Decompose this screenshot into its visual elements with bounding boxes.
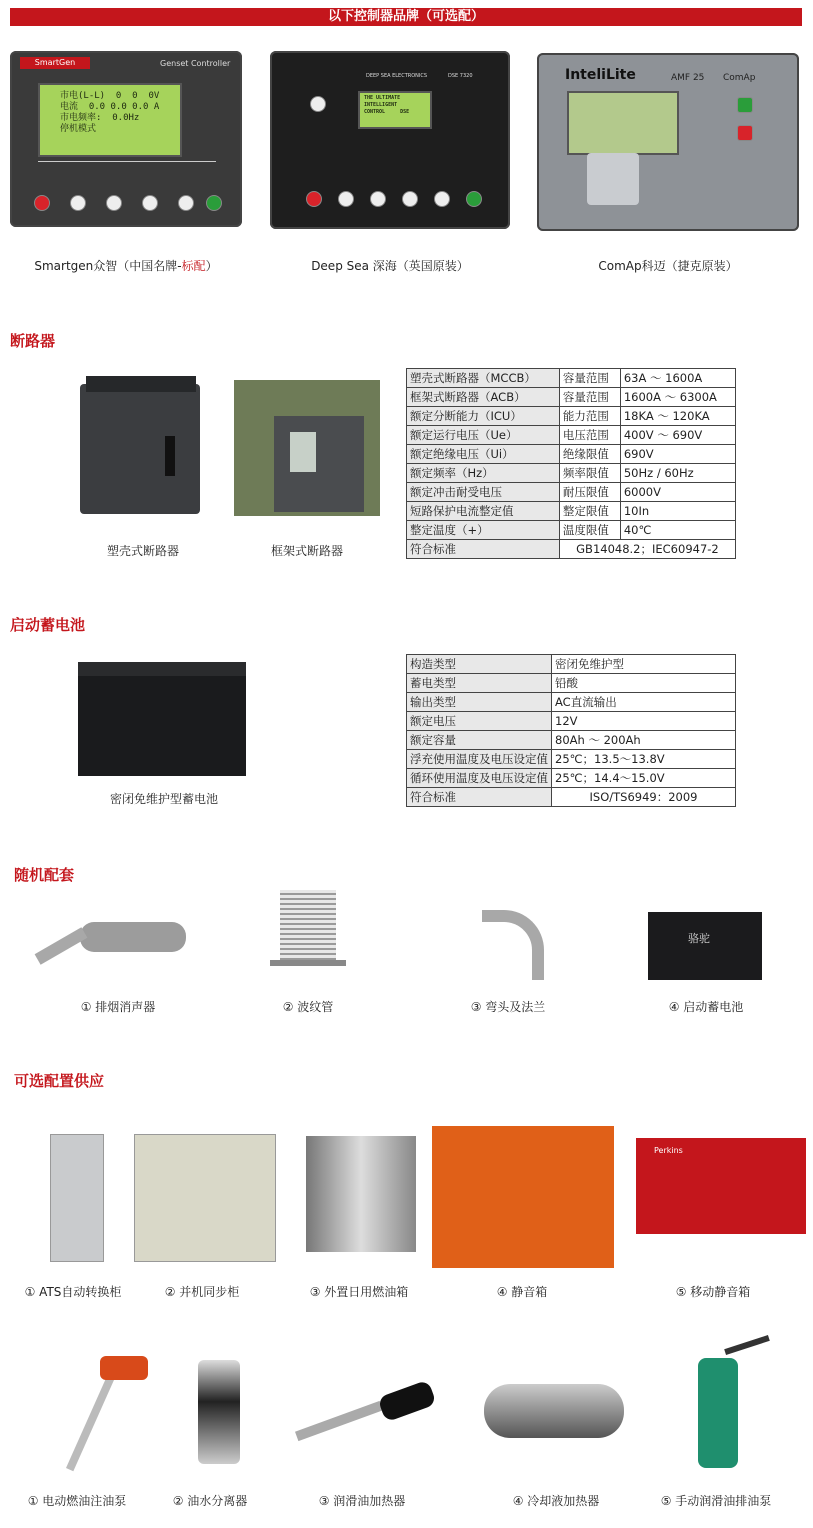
smartgen-panel-strip: [38, 161, 216, 182]
spec-value: 80Ah ～ 200Ah: [552, 731, 736, 750]
breakers-spec-table: [406, 368, 736, 559]
comap-model: AMF 25: [671, 73, 705, 83]
optional-row2-caption-3: ③ 润滑油加热器: [318, 1494, 406, 1508]
dse-controller-image: [270, 51, 510, 229]
optional-row2-caption-2: ② 油水分离器: [172, 1494, 248, 1508]
spec-name: 塑壳式断路器（MCCB）: [407, 369, 560, 388]
test-button[interactable]: [142, 195, 158, 211]
water-separator-image: [196, 1356, 242, 1470]
acb-display: [290, 432, 316, 472]
acb-caption: 框架式断路器: [270, 544, 343, 558]
spec-name: 额定电压: [407, 712, 552, 731]
start-battery-body: [648, 912, 762, 980]
elbow-image: [474, 904, 542, 978]
auto-button[interactable]: [106, 195, 122, 211]
muffler-body: [80, 922, 186, 952]
spec-value: 密闭免维护型: [552, 655, 736, 674]
drain-pump-image: [684, 1338, 774, 1472]
mobile-canopy-image: [636, 1134, 808, 1254]
bellows-flange: [270, 960, 346, 966]
spec-value: 690V: [620, 445, 735, 464]
spec-type: 绝缘限值: [559, 445, 620, 464]
spec-name: 蓄电类型: [407, 674, 552, 693]
spec-name: 浮充使用温度及电压设定值: [407, 750, 552, 769]
mccb-caption: 塑壳式断路器: [106, 544, 179, 558]
smartgen-lcd: [38, 83, 182, 157]
smartgen-caption-end: ）: [205, 259, 218, 273]
coolant-heater-image: [466, 1358, 640, 1470]
mccb-body: [80, 384, 200, 514]
page-banner: 以下控制器品牌（可选配）: [10, 8, 802, 26]
coolant-heater-body: [484, 1384, 624, 1438]
battery-spec-row: [407, 731, 736, 750]
breakers-title: 断路器: [10, 332, 56, 350]
optional-caption-5: ⑤ 移动静音箱: [675, 1285, 751, 1299]
mccb-image: [80, 376, 206, 522]
spec-name: 额定冲击耐受电压: [407, 483, 560, 502]
spec-name: 额定运行电压（Ue）: [407, 426, 560, 445]
separator-body: [198, 1360, 240, 1464]
start-battery-label: 骆驼: [688, 932, 710, 945]
breaker-spec-row: [407, 464, 736, 483]
spec-type: 耐压限值: [559, 483, 620, 502]
comap-caption: ComAp科迈（捷克原装）: [598, 259, 738, 273]
comap-stop-button[interactable]: [737, 125, 753, 141]
spec-name: 短路保护电流整定值: [407, 502, 560, 521]
battery-spec-row: [407, 693, 736, 712]
bellows-body: [280, 890, 336, 960]
smartgen-brand: SmartGen: [20, 57, 90, 69]
spec-name: 整定温度（+）: [407, 521, 560, 540]
dse-lcd-text: THE ULTIMATE INTELLIGENT CONTROL DSE: [364, 95, 410, 115]
spec-name: 框架式断路器（ACB）: [407, 388, 560, 407]
spec-name: 额定分断能力（ICU）: [407, 407, 560, 426]
battery-image: [78, 656, 248, 780]
spec-name: 额定绝缘电压（Ui）: [407, 445, 560, 464]
dse-caption: Deep Sea 深海（英国原装）: [311, 259, 469, 273]
spec-value: 12V: [552, 712, 736, 731]
fuel-pump-image: [30, 1350, 154, 1470]
battery-title: 启动蓄电池: [10, 616, 86, 634]
spec-type: 电压范围: [559, 426, 620, 445]
spec-value: 10In: [620, 502, 735, 521]
battery-standard-row: [407, 788, 736, 807]
spec-type: 频率限值: [559, 464, 620, 483]
comap-brand: InteliLite: [565, 67, 636, 83]
fuel-pump-motor: [100, 1356, 148, 1380]
spec-name: 输出类型: [407, 693, 552, 712]
smartgen-lcd-text: 市电(L-L) 0 0 0V 电流 0.0 0.0 0.0 A 市电频率: 0.0Hz 停机模式: [60, 91, 160, 134]
optional-row2-caption-4: ④ 冷却液加热器: [512, 1494, 600, 1508]
spec-type: 容量范围: [559, 369, 620, 388]
breaker-spec-row: [407, 521, 736, 540]
sync-cabinet-image: [134, 1134, 276, 1262]
oil-heater-image: [290, 1382, 442, 1454]
spec-value: 6000V: [620, 483, 735, 502]
dse-lcd: [358, 91, 432, 129]
smartgen-model: Genset Controller: [160, 59, 231, 68]
spec-value: 63A ～ 1600A: [620, 369, 735, 388]
muffler-inlet: [35, 927, 88, 964]
breaker-standard-row: [407, 540, 736, 559]
spec-value: 50Hz / 60Hz: [620, 464, 735, 483]
comap-controller-image: [537, 53, 799, 231]
spec-name: 额定容量: [407, 731, 552, 750]
bellows-image: [268, 882, 348, 980]
battery-caption: 密闭免维护型蓄电池: [109, 792, 218, 806]
spec-type: 能力范围: [559, 407, 620, 426]
dse-manual-button[interactable]: [338, 191, 354, 207]
optional-caption-3: ③ 外置日用燃油箱: [309, 1285, 409, 1299]
spec-value: AC直流输出: [552, 693, 736, 712]
dse-gen-button[interactable]: [434, 191, 450, 207]
battery-spec-row: [407, 750, 736, 769]
smartgen-caption: [10, 257, 242, 274]
fuel-tank-image: [306, 1136, 416, 1252]
oil-heater-rod: [295, 1401, 383, 1441]
optional-title: 可选配置供应: [14, 1072, 105, 1090]
battery-spec-row: [407, 712, 736, 731]
breaker-spec-row: [407, 502, 736, 521]
smartgen-caption-main: Smartgen众智（中国名牌-: [34, 259, 182, 273]
battery-standard-value: ISO/TS6949：2009: [552, 788, 736, 807]
breaker-spec-row: [407, 407, 736, 426]
mccb-handle: [165, 436, 175, 476]
breaker-spec-row: [407, 388, 736, 407]
comap-lcd: [567, 91, 679, 155]
accessory-caption-3: ③ 弯头及法兰: [470, 1000, 546, 1014]
optional-row2-caption-1: ① 电动燃油注油泵: [27, 1494, 127, 1508]
dse-model: DSE 7320: [448, 73, 473, 79]
battery-spec-row: [407, 769, 736, 788]
battery-lid: [78, 662, 246, 676]
fuel-pump-tube: [66, 1377, 114, 1472]
drain-pump-handle: [724, 1335, 770, 1355]
accessories-title: 随机配套: [14, 866, 75, 884]
dse-nav-button[interactable]: [310, 96, 326, 112]
spec-type: 温度限值: [559, 521, 620, 540]
dse-brand: DEEP SEA ELECTRONICS: [366, 73, 428, 79]
stop-button[interactable]: [34, 195, 50, 211]
spec-name: 循环使用温度及电压设定值: [407, 769, 552, 788]
accessory-caption-4: ④ 启动蓄电池: [668, 1000, 744, 1014]
comap-start-button[interactable]: [737, 97, 753, 113]
drain-pump-body: [698, 1358, 738, 1468]
start-battery-image: [648, 904, 762, 980]
smartgen-controller-image: [10, 51, 242, 227]
optional-caption-1: ① ATS自动转换柜: [24, 1285, 122, 1299]
accessory-caption-2: ② 波纹管: [282, 1000, 334, 1014]
optional-caption-4: ④ 静音箱: [496, 1285, 548, 1299]
mccb-terminals: [86, 376, 196, 392]
oil-heater-head: [377, 1380, 437, 1423]
battery-body: [78, 672, 246, 776]
manual-button[interactable]: [70, 195, 86, 211]
comap-keypad: [587, 153, 639, 205]
breaker-standard-label: 符合标准: [407, 540, 560, 559]
battery-spec-row: [407, 655, 736, 674]
start-button[interactable]: [206, 195, 222, 211]
spec-value: 1600A ～ 6300A: [620, 388, 735, 407]
breaker-spec-row: [407, 369, 736, 388]
spec-name: 额定频率（Hz）: [407, 464, 560, 483]
silent-canopy-image: [432, 1126, 614, 1268]
ats-cabinet-image: [50, 1134, 104, 1262]
comap-logo: ComAp: [723, 73, 756, 83]
dse-start-button[interactable]: [466, 191, 482, 207]
spec-name: 构造类型: [407, 655, 552, 674]
spec-value: 40℃: [620, 521, 735, 540]
dse-stop-button[interactable]: [306, 191, 322, 207]
accessory-caption-1: ① 排烟消声器: [80, 1000, 156, 1014]
battery-spec-row: [407, 674, 736, 693]
breaker-spec-row: [407, 445, 736, 464]
spec-type: 整定限值: [559, 502, 620, 521]
battery-spec-table: [406, 654, 736, 807]
breaker-standard-value: GB14048.2；IEC60947-2: [559, 540, 735, 559]
optional-row2-caption-5: ⑤ 手动润滑油排油泵: [660, 1494, 772, 1508]
spec-value: 25℃；14.4～15.0V: [552, 769, 736, 788]
dse-auto-button[interactable]: [370, 191, 386, 207]
dse-mains-button[interactable]: [402, 191, 418, 207]
spec-value: 25℃；13.5～13.8V: [552, 750, 736, 769]
spec-value: 铅酸: [552, 674, 736, 693]
muffler-image: [30, 912, 206, 976]
menu-button[interactable]: [178, 195, 194, 211]
breaker-spec-row: [407, 426, 736, 445]
acb-image: [234, 380, 380, 516]
perkins-label: Perkins: [654, 1146, 683, 1155]
battery-standard-label: 符合标准: [407, 788, 552, 807]
spec-type: 容量范围: [559, 388, 620, 407]
spec-value: 18KA ～ 120KA: [620, 407, 735, 426]
spec-value: 400V ～ 690V: [620, 426, 735, 445]
smartgen-caption-red: 标配: [181, 259, 206, 273]
elbow-pipe: [482, 910, 544, 980]
optional-caption-2: ② 并机同步柜: [164, 1285, 240, 1299]
acb-panel: [274, 416, 364, 512]
breaker-spec-row: [407, 483, 736, 502]
